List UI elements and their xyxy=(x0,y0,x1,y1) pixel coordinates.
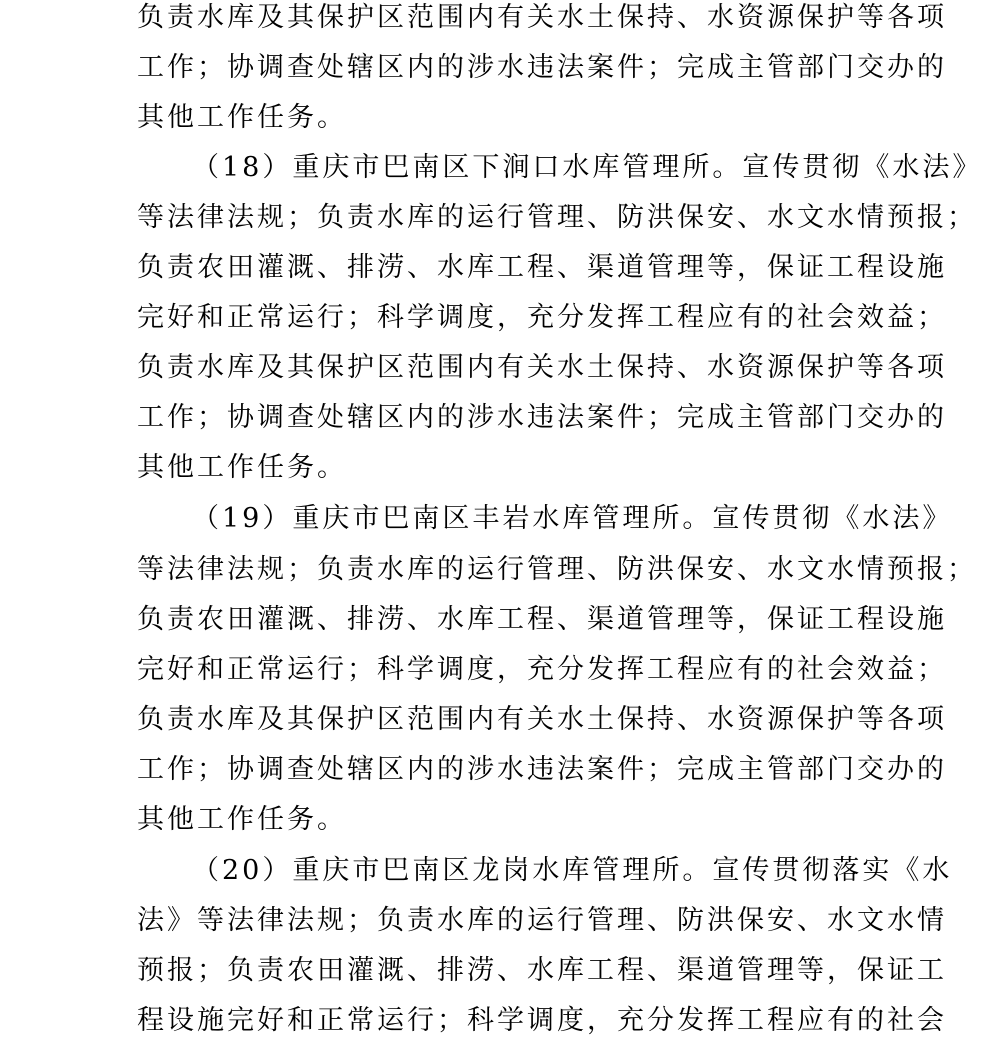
text-line: 负责水库及其保护区范围内有关水土保持、水资源保护等各项 xyxy=(137,704,947,735)
text-line: 工作；协调查处辖区内的涉水违法案件；完成主管部门交办的 xyxy=(137,754,947,785)
item-number: （20） xyxy=(192,855,293,886)
paragraph-19-first-line xyxy=(192,503,952,535)
paragraph-18-first-line xyxy=(192,152,982,184)
text-line: 工作；协调查处辖区内的涉水违法案件；完成主管部门交办的 xyxy=(137,402,947,433)
text-line: 负责农田灌溉、排涝、水库工程、渠道管理等，保证工程设施 xyxy=(137,604,947,635)
text-line: 法》等法律法规；负责水库的运行管理、防洪保安、水文水情 xyxy=(137,905,947,936)
item-number: （19） xyxy=(192,503,293,534)
text-line: 其他工作任务。 xyxy=(137,452,347,483)
text-line: 完好和正常运行；科学调度，充分发挥工程应有的社会效益； xyxy=(137,654,947,685)
text-line: 等法律法规；负责水库的运行管理、防洪保安、水文水情预报； xyxy=(137,554,977,585)
text-line: 其他工作任务。 xyxy=(137,804,347,835)
text-line: 完好和正常运行；科学调度，充分发挥工程应有的社会效益； xyxy=(137,302,947,333)
text-line: 负责水库及其保护区范围内有关水土保持、水资源保护等各项 xyxy=(137,352,947,383)
text-line: 程设施完好和正常运行；科学调度，充分发挥工程应有的社会 xyxy=(137,1005,947,1036)
paragraph-20-first-line xyxy=(192,855,952,887)
text-line: 负责农田灌溉、排涝、水库工程、渠道管理等，保证工程设施 xyxy=(137,252,947,283)
text-line: 负责水库及其保护区范围内有关水土保持、水资源保护等各项 xyxy=(137,2,947,33)
item-number: （18） xyxy=(192,152,293,183)
text-line: 工作；协调查处辖区内的涉水违法案件；完成主管部门交办的 xyxy=(137,52,947,83)
text-line: 重庆市巴南区下涧口水库管理所。宣传贯彻《水法》 xyxy=(292,152,983,183)
text-line: 重庆市巴南区龙岗水库管理所。宣传贯彻落实《水 xyxy=(292,855,953,886)
text-line: 其他工作任务。 xyxy=(137,102,347,133)
text-line: 等法律法规；负责水库的运行管理、防洪保安、水文水情预报； xyxy=(137,202,977,233)
text-line: 预报；负责农田灌溉、排涝、水库工程、渠道管理等，保证工 xyxy=(137,955,947,986)
text-line: 重庆市巴南区丰岩水库管理所。宣传贯彻《水法》 xyxy=(292,503,953,534)
